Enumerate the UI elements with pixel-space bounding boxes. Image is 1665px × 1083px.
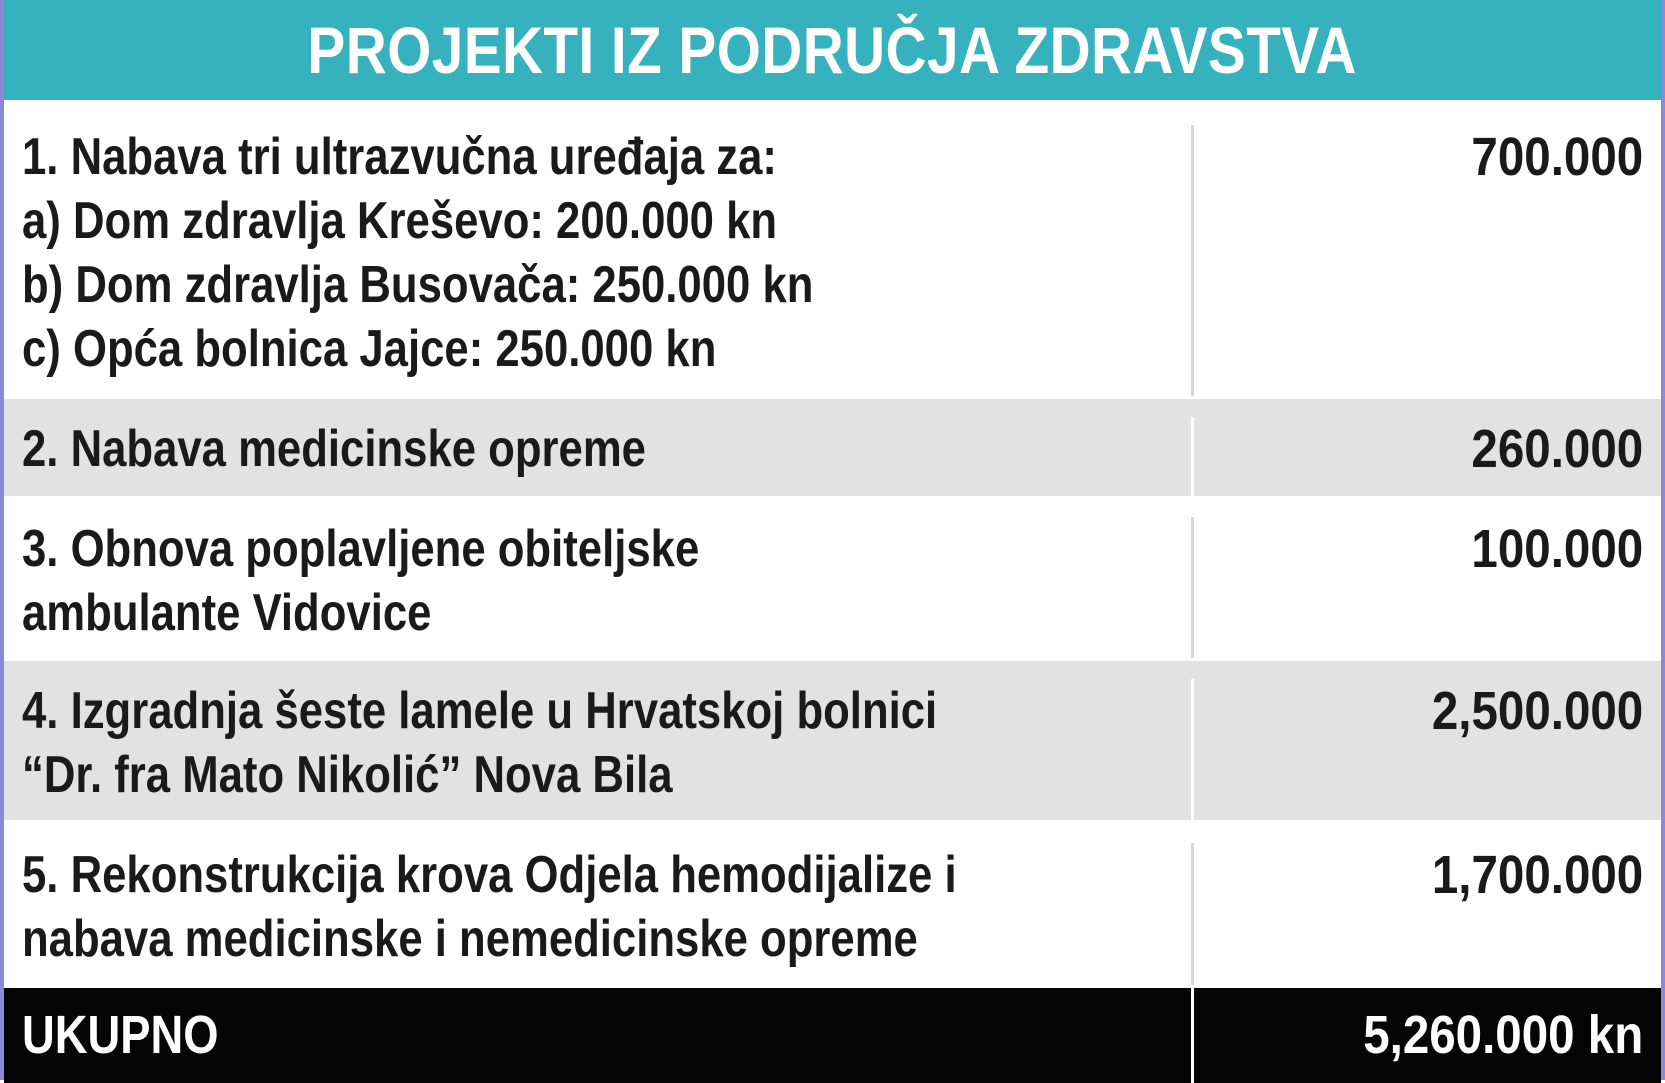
project-3-line-1: 3. Obnova poplavljene obiteljske	[22, 520, 700, 578]
project-1-amount: 700.000	[1471, 127, 1643, 187]
project-3-description	[4, 517, 1194, 658]
project-1-line-1: 1. Nabava tri ultrazvučna uređaja za:	[22, 128, 777, 186]
project-5-description	[4, 843, 1194, 985]
project-4-line-1: 4. Izgradnja šeste lamele u Hrvatskoj bolnici	[22, 682, 938, 740]
table-row-total	[4, 988, 1661, 1083]
project-1-line-2: a) Dom zdravlja Kreševo: 200.000 kn	[22, 192, 778, 250]
projects-table	[4, 103, 1661, 1083]
project-2-amount: 260.000	[1471, 419, 1643, 479]
project-1-description	[4, 125, 1194, 396]
title-bar	[4, 0, 1661, 103]
table-row-project-4	[4, 661, 1661, 823]
project-3-amount-cell	[1194, 517, 1661, 658]
project-4-description	[4, 679, 1194, 820]
project-4-amount-cell	[1194, 679, 1661, 820]
project-1-line-3: b) Dom zdravlja Busovača: 250.000 kn	[22, 256, 814, 314]
table-title: PROJEKTI IZ PODRUČJA ZDRAVSTVA	[307, 13, 1358, 87]
project-1-line-4: c) Opća bolnica Jajce: 250.000 kn	[22, 320, 717, 378]
table-row-project-5	[4, 823, 1661, 988]
total-amount: 5,260.000 kn	[1362, 1005, 1643, 1065]
project-5-line-1: 5. Rekonstrukcija krova Odjela hemodijalize i	[22, 846, 957, 904]
project-3-amount: 100.000	[1471, 519, 1643, 579]
project-2-line-1: 2. Nabava medicinske opreme	[22, 420, 646, 478]
project-5-amount: 1,700.000	[1431, 845, 1643, 905]
table-row-project-3	[4, 499, 1661, 661]
table-row-project-2	[4, 399, 1661, 499]
table-row-project-1	[4, 103, 1661, 399]
total-label-cell	[4, 988, 1194, 1083]
project-4-line-2: “Dr. fra Mato Nikolić” Nova Bila	[22, 746, 673, 804]
total-amount-cell	[1194, 988, 1661, 1083]
project-2-description	[4, 417, 1194, 496]
project-2-amount-cell	[1194, 417, 1661, 496]
project-5-line-2: nabava medicinske i nemedicinske opreme	[22, 910, 918, 968]
project-3-line-2: ambulante Vidovice	[22, 584, 432, 642]
project-4-amount: 2,500.000	[1431, 681, 1643, 741]
project-1-amount-cell	[1194, 125, 1661, 396]
project-5-amount-cell	[1194, 843, 1661, 985]
total-label: UKUPNO	[22, 1005, 219, 1065]
